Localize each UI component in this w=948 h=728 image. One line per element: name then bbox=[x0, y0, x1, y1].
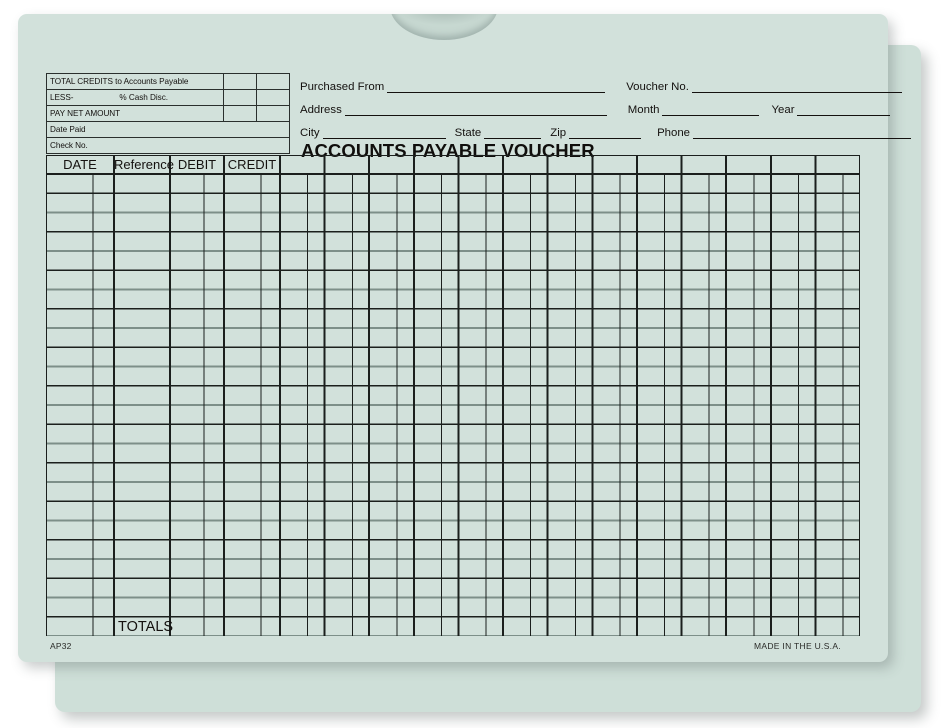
column-header-date: DATE bbox=[63, 157, 97, 172]
label-purchased-from: Purchased From bbox=[300, 81, 385, 93]
field-month[interactable] bbox=[628, 104, 760, 116]
input-zip[interactable] bbox=[569, 127, 641, 139]
label-year: Year bbox=[771, 104, 795, 116]
summary-amount-less-2[interactable] bbox=[257, 90, 290, 106]
payment-summary-box bbox=[46, 73, 290, 154]
column-header-credit: CREDIT bbox=[227, 157, 277, 172]
summary-row-pay-net-amount bbox=[47, 106, 290, 122]
summary-amount-total-credits-1[interactable] bbox=[224, 74, 257, 90]
voucher-header-fields bbox=[300, 70, 846, 139]
field-city[interactable] bbox=[300, 127, 446, 139]
input-city[interactable] bbox=[323, 127, 446, 139]
summary-label-pay-net-amount: PAY NET AMOUNT bbox=[47, 106, 224, 122]
summary-label-less-text: LESS- bbox=[50, 93, 74, 102]
form-code: AP32 bbox=[50, 641, 72, 651]
input-state[interactable] bbox=[484, 127, 541, 139]
totals-label: TOTALS bbox=[118, 618, 174, 635]
page-title: ACCOUNTS PAYABLE VOUCHER bbox=[301, 140, 595, 161]
summary-label-check-no[interactable]: Check No. bbox=[47, 138, 290, 154]
field-state[interactable] bbox=[455, 127, 542, 139]
label-phone: Phone bbox=[657, 127, 690, 139]
label-city: City bbox=[300, 127, 320, 139]
ledger-grid-lines bbox=[46, 155, 860, 636]
field-voucher-no[interactable] bbox=[626, 81, 902, 93]
summary-label-cash-disc: % Cash Disc. bbox=[119, 93, 168, 102]
summary-amount-total-credits-2[interactable] bbox=[257, 74, 290, 90]
summary-label-date-paid[interactable]: Date Paid bbox=[47, 122, 290, 138]
label-zip: Zip bbox=[550, 127, 567, 139]
input-address[interactable] bbox=[345, 104, 607, 116]
printed-form-face bbox=[18, 14, 888, 662]
summary-row-check-no bbox=[47, 138, 290, 154]
made-in-usa-note: MADE IN THE U.S.A. bbox=[754, 641, 841, 651]
input-month[interactable] bbox=[662, 104, 759, 116]
summary-row-total-credits bbox=[47, 74, 290, 90]
summary-label-less bbox=[47, 90, 224, 106]
summary-label-total-credits: TOTAL CREDITS to Accounts Payable bbox=[47, 74, 224, 90]
header-field-row-2 bbox=[300, 93, 846, 116]
label-voucher-no: Voucher No. bbox=[626, 81, 689, 93]
input-purchased-from[interactable] bbox=[387, 81, 605, 93]
field-year[interactable] bbox=[771, 104, 890, 116]
input-voucher-no[interactable] bbox=[692, 81, 902, 93]
summary-row-date-paid bbox=[47, 122, 290, 138]
field-phone[interactable] bbox=[657, 127, 911, 139]
label-month: Month bbox=[627, 104, 660, 116]
column-header-reference: Reference bbox=[114, 157, 174, 172]
header-field-row-3 bbox=[300, 116, 846, 139]
field-address[interactable] bbox=[300, 104, 607, 116]
summary-amount-pay-net-2[interactable] bbox=[257, 106, 290, 122]
summary-amount-less-1[interactable] bbox=[224, 90, 257, 106]
summary-amount-pay-net-1[interactable] bbox=[224, 106, 257, 122]
header-field-row-1 bbox=[300, 70, 846, 93]
column-header-debit: DEBIT bbox=[177, 157, 217, 172]
summary-row-less-cash-discount bbox=[47, 90, 290, 106]
field-zip[interactable] bbox=[550, 127, 641, 139]
label-address: Address bbox=[300, 104, 342, 116]
input-phone[interactable] bbox=[693, 127, 911, 139]
field-purchased-from[interactable] bbox=[300, 81, 605, 93]
ledger-table[interactable] bbox=[46, 155, 860, 636]
label-state: State bbox=[454, 127, 482, 139]
input-year[interactable] bbox=[797, 104, 890, 116]
